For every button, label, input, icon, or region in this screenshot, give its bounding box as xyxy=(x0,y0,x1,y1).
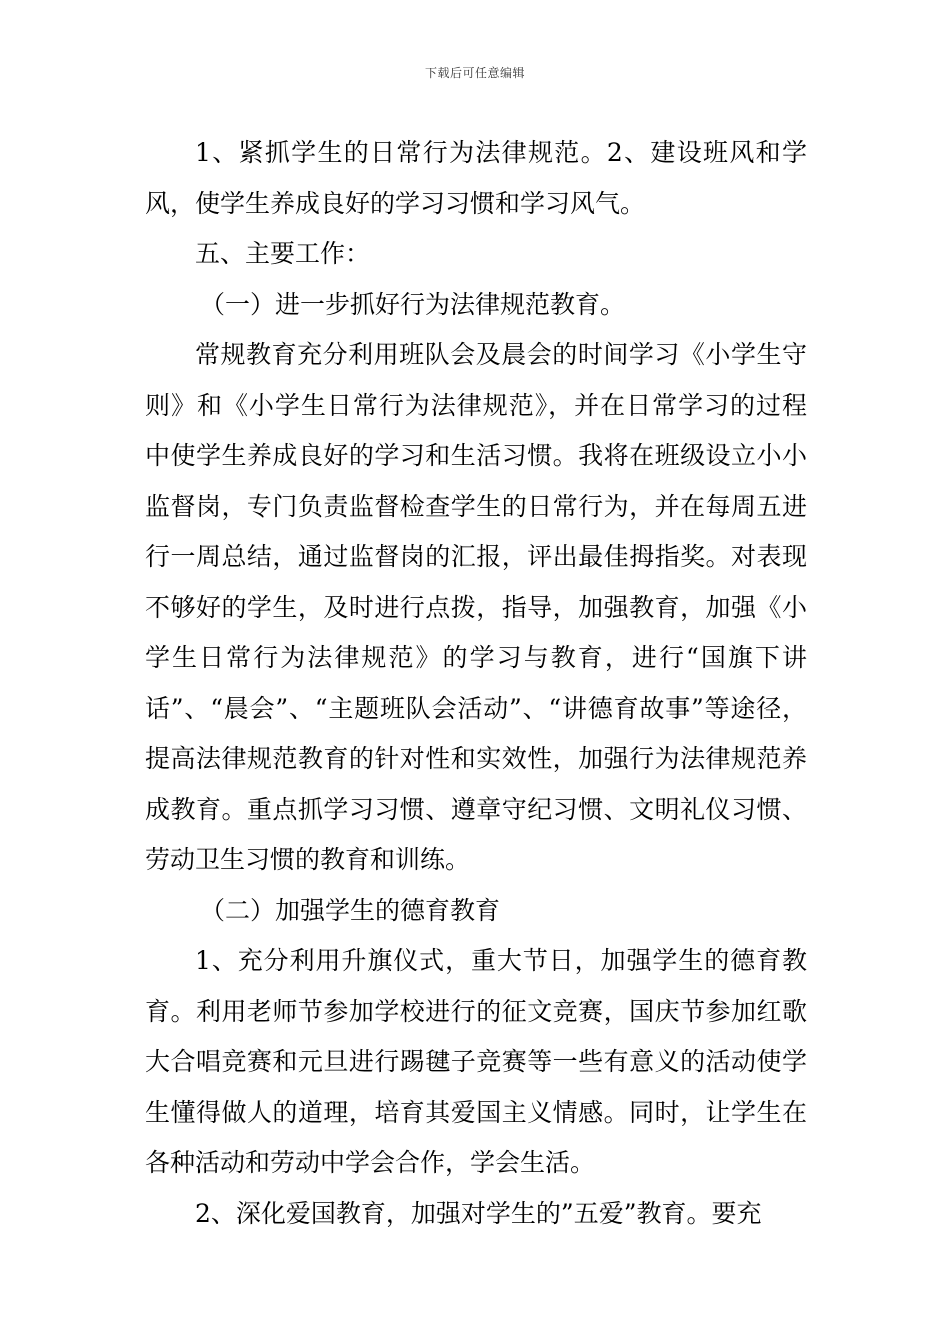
paragraph-moral-education-2: 2、深化爱国教育，加强对学生的”五爱”教育。要充 xyxy=(195,1198,762,1228)
section-heading-main-work: 五、主要工作： xyxy=(195,239,371,268)
header-note: 下载后可任意编辑 xyxy=(424,66,525,80)
subsection-heading-2: （二）加强学生的德育教育 xyxy=(200,895,501,925)
paragraph-routine-education: 常规教育充分利用班队会及晨会的时间学习《小学生守则》和《小学生日常行为法律规范》，并在日常学习的过程中使学生养成良好的学习和生活习惯。我将在班级设立小小监督岗，专门负责监督检查学生的日常行为，并在每周五进行一周总结，通过监督岗的汇报，评出最佳拇指奖。对表现不够好的学生，及时进行点拨，指导，加强教育，加强《小学生日常行为法律规范》的学习与教育，进行“国旗下讲话”、“晨会”、“主题班队会活动”、“讲德育故事”等途径，提高法律规范教育的针对性和实效性，加强行为法律规范养成教育。重点抓学习习惯、遵章守纪习惯、文明礼仪习惯、劳动卫生习惯的教育和训练。 xyxy=(145,340,807,874)
subsection-heading-1: （一）进一步抓好行为法律规范教育。 xyxy=(200,289,626,319)
paragraph-goals: 1、紧抓学生的日常行为法律规范。2、建设班风和学风，使学生养成良好的学习习惯和学习风气。 xyxy=(145,138,807,218)
paragraph-moral-education-1: 1、充分利用升旗仪式，重大节日，加强学生的德育教育。利用老师节参加学校进行的征文竞赛，国庆节参加红歌大合唱竞赛和元旦进行踢毽子竞赛等一些有意义的活动使学生懂得做人的道理，培育其爱国主义情感。同时，让学生在各种活动和劳动中学会合作，学会生活。 xyxy=(145,946,807,1177)
document-body xyxy=(145,128,807,1239)
